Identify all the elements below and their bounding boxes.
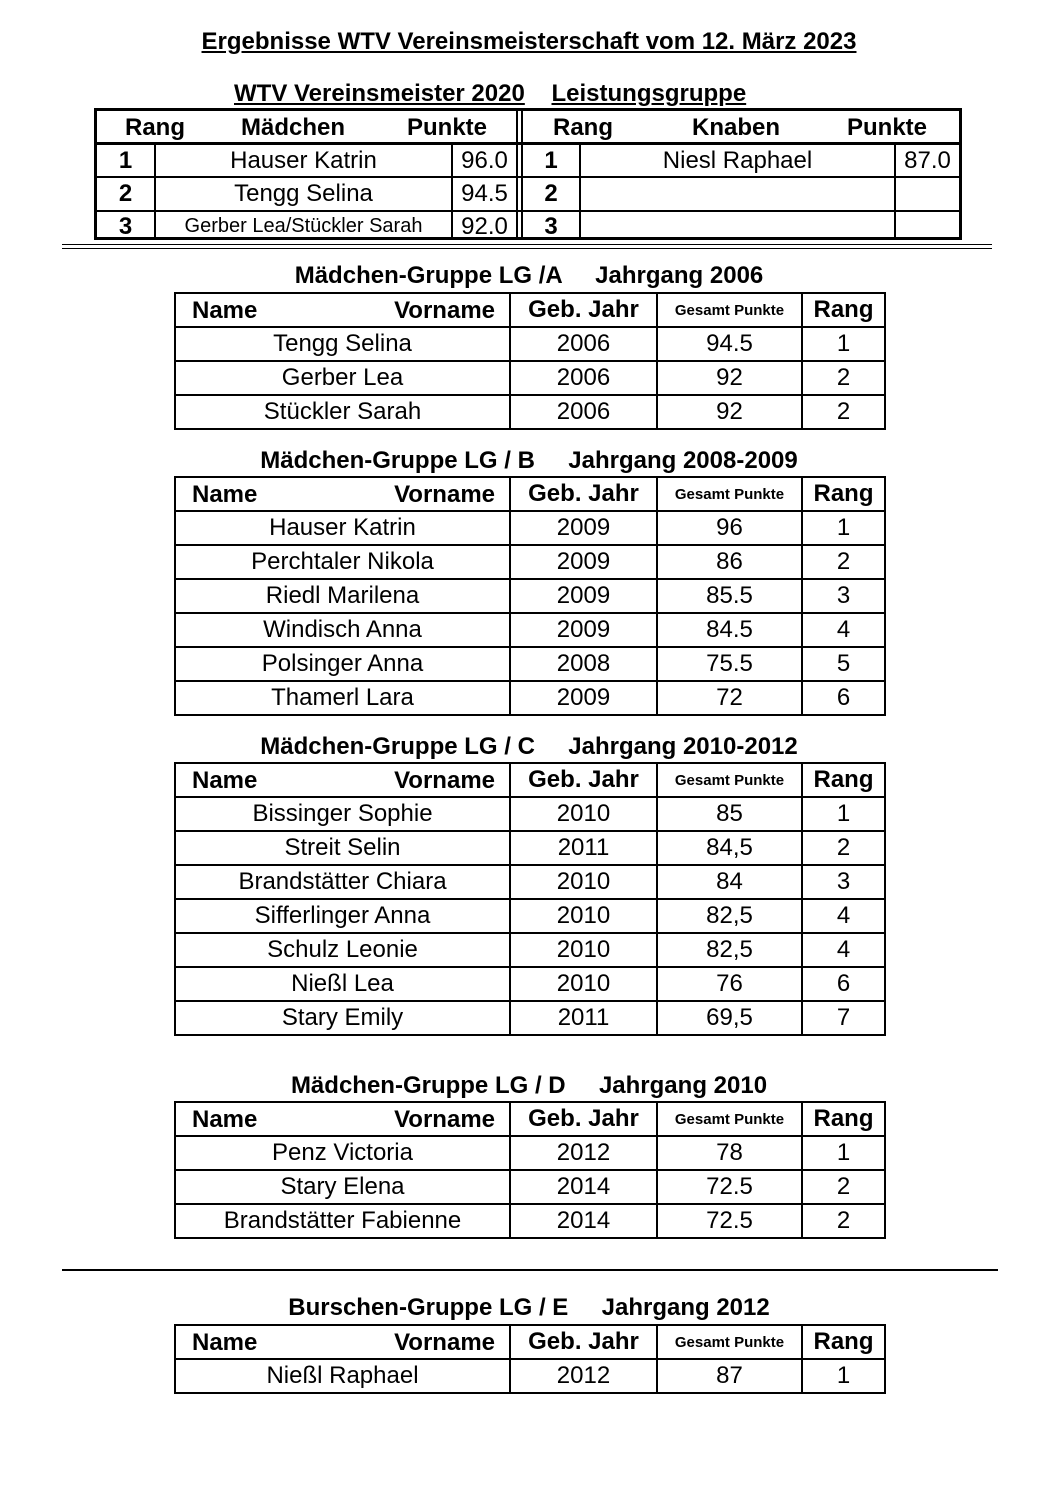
table-row: [175, 1170, 885, 1204]
col-name-label: Name: [192, 297, 258, 324]
cell-year: 2011: [510, 1001, 657, 1035]
col-name-header: [175, 1102, 510, 1136]
table-row: [175, 1136, 885, 1170]
cell-year: 2008: [510, 647, 657, 681]
cell-name: Stary Elena: [175, 1170, 510, 1204]
table-row: [175, 579, 885, 613]
cell-year: 2012: [510, 1136, 657, 1170]
cell-name: Sifferlinger Anna: [175, 899, 510, 933]
table-header-row: [175, 293, 885, 327]
summary-rank-2: 2: [544, 180, 558, 207]
cell-year: 2010: [510, 933, 657, 967]
group-title-b: Mädchen-Gruppe LG / B Jahrgang 2008-2009: [260, 447, 798, 474]
table-row: [175, 831, 885, 865]
cell-year: 2011: [510, 831, 657, 865]
cell-name: Hauser Katrin: [175, 511, 510, 545]
col-points-header: Gesamt Punkte: [657, 1325, 802, 1359]
cell-points: 84,5: [657, 831, 802, 865]
summary-header-rang-2: Rang: [553, 114, 613, 141]
summary-divider: [516, 111, 518, 240]
cell-year: 2009: [510, 681, 657, 715]
summary-title: WTV Vereinsmeister 2020 Leistungsgruppe: [234, 80, 747, 107]
col-rank-header: Rang: [802, 1325, 885, 1359]
col-name-header: [175, 763, 510, 797]
cell-rank: 5: [802, 647, 885, 681]
cell-name: Nießl Raphael: [175, 1359, 510, 1393]
table-row: [175, 1001, 885, 1035]
cell-rank: 2: [802, 361, 885, 395]
summary-rank: 2: [118, 180, 133, 207]
summary-girl-points: 94.5: [461, 180, 508, 207]
table-header-row: [175, 1102, 885, 1136]
cell-rank: 1: [802, 327, 885, 361]
cell-rank: 2: [802, 395, 885, 429]
summary-header-punkte-2: Punkte: [847, 114, 928, 141]
col-name-header: [175, 1325, 510, 1359]
cell-points: 85: [657, 797, 802, 831]
group-table-b: [174, 476, 886, 716]
summary-girl-points: 92.0: [461, 213, 508, 240]
cell-rank: 7: [802, 1001, 885, 1035]
table-row: [175, 327, 885, 361]
cell-name: Gerber Lea: [175, 361, 510, 395]
table-header-row: [175, 1325, 885, 1359]
summary-header-rang: Rang: [125, 114, 185, 141]
col-points-header: Gesamt Punkte: [657, 477, 802, 511]
summary-rank-2: 1: [544, 147, 558, 174]
col-year-header: Geb. Jahr: [510, 1102, 657, 1136]
col-rank-header: Rang: [802, 477, 885, 511]
col-year-header: Geb. Jahr: [510, 477, 657, 511]
cell-year: 2006: [510, 395, 657, 429]
table-row: [175, 933, 885, 967]
col-name-header: [175, 293, 510, 327]
table-row: [175, 647, 885, 681]
cell-rank: 4: [802, 613, 885, 647]
group-table-c: [174, 762, 886, 1036]
table-row: [175, 613, 885, 647]
table-row: [175, 511, 885, 545]
col-rank-header: Rang: [802, 1102, 885, 1136]
cell-year: 2009: [510, 613, 657, 647]
cell-year: 2012: [510, 1359, 657, 1393]
cell-rank: 1: [802, 511, 885, 545]
summary-girl: Hauser Katrin: [230, 147, 377, 174]
cell-year: 2009: [510, 511, 657, 545]
cell-rank: 2: [802, 545, 885, 579]
summary-boy: Niesl Raphael: [662, 147, 813, 174]
page-title: Ergebnisse WTV Vereinsmeisterschaft vom 12. März 2023: [201, 28, 857, 55]
cell-points: 86: [657, 545, 802, 579]
table-row: [175, 797, 885, 831]
cell-name: Brandstätter Fabienne: [175, 1204, 510, 1238]
cell-name: Streit Selin: [175, 831, 510, 865]
summary-rank: 3: [118, 213, 133, 240]
table-row: [175, 1359, 885, 1393]
cell-rank: 1: [802, 797, 885, 831]
summary-rule: [97, 142, 959, 145]
cell-name: Tengg Selina: [175, 327, 510, 361]
col-name-label: Name: [192, 1329, 258, 1356]
col-points-header: Gesamt Punkte: [657, 763, 802, 797]
col-vorname-label: Vorname: [394, 297, 495, 324]
col-year-header: Geb. Jahr: [510, 763, 657, 797]
col-rank-header: Rang: [802, 293, 885, 327]
cell-points: 92: [657, 361, 802, 395]
summary-header-knaben: Knaben: [692, 114, 781, 141]
summary-girl: Tengg Selina: [234, 180, 373, 207]
summary-girl-points: 96.0: [461, 147, 508, 174]
cell-name: Bissinger Sophie: [175, 797, 510, 831]
cell-name: Penz Victoria: [175, 1136, 510, 1170]
cell-rank: 3: [802, 865, 885, 899]
col-rank-header: Rang: [802, 763, 885, 797]
cell-rank: 2: [802, 1170, 885, 1204]
cell-name: Polsinger Anna: [175, 647, 510, 681]
cell-rank: 2: [802, 1204, 885, 1238]
cell-year: 2009: [510, 545, 657, 579]
cell-year: 2010: [510, 797, 657, 831]
cell-name: Nießl Lea: [175, 967, 510, 1001]
col-name-label: Name: [192, 767, 258, 794]
cell-year: 2010: [510, 967, 657, 1001]
cell-name: Stary Emily: [175, 1001, 510, 1035]
table-row: [175, 681, 885, 715]
summary-boy-points: 87.0: [904, 147, 951, 174]
cell-name: Perchtaler Nikola: [175, 545, 510, 579]
section-separator: [62, 1269, 998, 1271]
cell-points: 82,5: [657, 899, 802, 933]
cell-year: 2006: [510, 327, 657, 361]
cell-name: Stückler Sarah: [175, 395, 510, 429]
summary-header-maedchen: Mädchen: [241, 114, 346, 141]
table-header-row: [175, 763, 885, 797]
summary-table: [94, 108, 962, 240]
col-vorname-label: Vorname: [394, 481, 495, 508]
group-title-c: Mädchen-Gruppe LG / C Jahrgang 2010-2012: [260, 733, 798, 760]
cell-year: 2014: [510, 1170, 657, 1204]
cell-name: Windisch Anna: [175, 613, 510, 647]
col-points-header: Gesamt Punkte: [657, 293, 802, 327]
table-row: [175, 1204, 885, 1238]
summary-girl: Gerber Lea/Stückler Sarah: [184, 215, 423, 237]
cell-rank: 3: [802, 579, 885, 613]
col-points-header: Gesamt Punkte: [657, 1102, 802, 1136]
cell-rank: 4: [802, 899, 885, 933]
cell-points: 82,5: [657, 933, 802, 967]
cell-name: Brandstätter Chiara: [175, 865, 510, 899]
cell-points: 84: [657, 865, 802, 899]
cell-name: Riedl Marilena: [175, 579, 510, 613]
group-title-a: Mädchen-Gruppe LG /A Jahrgang 2006: [294, 262, 764, 289]
cell-name: Schulz Leonie: [175, 933, 510, 967]
table-row: [175, 865, 885, 899]
col-year-header: Geb. Jahr: [510, 1325, 657, 1359]
table-row: [175, 967, 885, 1001]
cell-rank: 1: [802, 1136, 885, 1170]
summary-rank: 1: [118, 147, 133, 174]
cell-points: 78: [657, 1136, 802, 1170]
cell-points: 72: [657, 681, 802, 715]
group-title-d: Mädchen-Gruppe LG / D Jahrgang 2010: [290, 1072, 768, 1099]
double-separator: [62, 244, 992, 249]
group-table-d: [174, 1101, 886, 1239]
col-vorname-label: Vorname: [394, 1329, 495, 1356]
summary-rule: [97, 176, 959, 178]
cell-points: 72.5: [657, 1170, 802, 1204]
table-row: [175, 899, 885, 933]
table-row: [175, 361, 885, 395]
cell-rank: 4: [802, 933, 885, 967]
cell-year: 2006: [510, 361, 657, 395]
summary-rule: [97, 210, 959, 212]
col-name-label: Name: [192, 481, 258, 508]
table-row: [175, 545, 885, 579]
cell-points: 96: [657, 511, 802, 545]
summary-header-punkte: Punkte: [407, 114, 488, 141]
cell-year: 2009: [510, 579, 657, 613]
cell-rank: 6: [802, 681, 885, 715]
col-name-header: [175, 477, 510, 511]
cell-year: 2010: [510, 865, 657, 899]
cell-points: 84.5: [657, 613, 802, 647]
cell-points: 85.5: [657, 579, 802, 613]
cell-points: 72.5: [657, 1204, 802, 1238]
table-row: [175, 395, 885, 429]
cell-points: 76: [657, 967, 802, 1001]
group-table-e: [174, 1324, 886, 1394]
col-vorname-label: Vorname: [394, 1106, 495, 1133]
cell-points: 69,5: [657, 1001, 802, 1035]
cell-points: 92: [657, 395, 802, 429]
cell-rank: 6: [802, 967, 885, 1001]
cell-points: 75.5: [657, 647, 802, 681]
summary-rank-2: 3: [544, 213, 558, 240]
col-name-label: Name: [192, 1106, 258, 1133]
group-table-a: [174, 292, 886, 430]
col-year-header: Geb. Jahr: [510, 293, 657, 327]
cell-rank: 1: [802, 1359, 885, 1393]
table-header-row: [175, 477, 885, 511]
cell-points: 87: [657, 1359, 802, 1393]
cell-year: 2010: [510, 899, 657, 933]
group-title-e: Burschen-Gruppe LG / E Jahrgang 2012: [288, 1294, 770, 1321]
cell-rank: 2: [802, 831, 885, 865]
col-vorname-label: Vorname: [394, 767, 495, 794]
cell-points: 94.5: [657, 327, 802, 361]
cell-name: Thamerl Lara: [175, 681, 510, 715]
cell-year: 2014: [510, 1204, 657, 1238]
